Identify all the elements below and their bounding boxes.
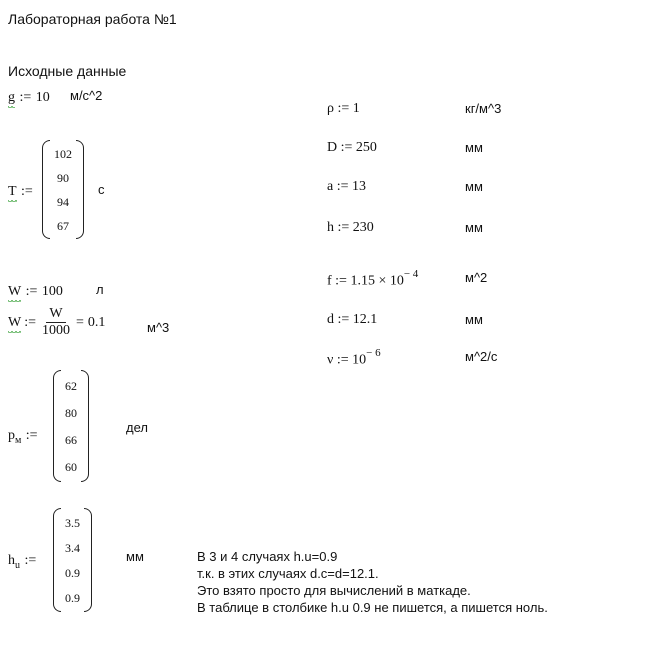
g-unit: м/с^2 <box>70 88 103 103</box>
T-unit: с <box>98 182 105 197</box>
T-matrix[interactable] <box>42 140 84 239</box>
D-unit: мм <box>465 140 483 155</box>
note-line: т.к. в этих случаях d.c=d=12.1. <box>197 566 379 581</box>
hu-value: 0.9 <box>65 590 80 605</box>
assign-op: := <box>25 428 38 443</box>
pm-value: 80 <box>65 405 77 420</box>
note-line: В 3 и 4 случаях h.u=0.9 <box>197 549 338 564</box>
W-result: 0.1 <box>87 314 106 330</box>
equals-op: = <box>76 314 84 330</box>
D-definition[interactable]: D := 250 <box>327 140 377 155</box>
section-heading: Исходные данные <box>8 63 127 79</box>
W-definition[interactable] <box>8 282 63 300</box>
assign-op: := <box>19 90 32 105</box>
W-unit: л <box>96 282 104 297</box>
hu-matrix[interactable] <box>53 508 92 612</box>
note-line: В таблице в столбике h.u 0.9 не пишется, а пишется ноль. <box>197 600 548 615</box>
rho-unit: кг/м^3 <box>465 101 502 116</box>
h-unit: мм <box>465 220 483 235</box>
document-title: Лабораторная работа №1 <box>8 11 177 27</box>
T-value: 90 <box>57 171 69 185</box>
var-pm-name: $p_м$ <box>8 428 22 446</box>
f-definition[interactable]: f := $1.15 \times 10^{- 4}$ <box>327 268 419 289</box>
pm-matrix[interactable] <box>53 370 89 482</box>
T-value: 94 <box>57 195 69 209</box>
assign-op: := <box>25 284 38 299</box>
a-definition[interactable]: a := 13 <box>327 179 366 194</box>
nu-definition[interactable]: ν := $10^{- 6}$ <box>327 347 381 368</box>
pm-unit: дел <box>126 420 148 435</box>
d-definition[interactable]: d := 12.1 <box>327 312 378 327</box>
d-unit: мм <box>465 312 483 327</box>
T-value: 102 <box>54 147 72 161</box>
f-unit: м^2 <box>465 270 488 285</box>
var-W-name: W <box>8 314 22 330</box>
T-value: 67 <box>57 219 69 233</box>
a-unit: мм <box>465 179 483 194</box>
W-fraction-numerator: W <box>46 306 65 323</box>
W-result-unit: м^3 <box>147 320 170 335</box>
nu-unit: м^2/с <box>465 349 498 364</box>
g-value: 10 <box>35 90 50 105</box>
pm-value: 66 <box>65 432 77 447</box>
assign-op: := <box>21 184 33 199</box>
hu-value: 0.9 <box>65 565 80 580</box>
var-T-name: T <box>8 184 17 199</box>
hu-value: 3.5 <box>65 515 80 530</box>
note-block <box>197 548 548 616</box>
W-conversion[interactable] <box>8 306 105 339</box>
g-definition[interactable] <box>8 88 50 106</box>
var-W-name: W <box>8 284 22 299</box>
assign-op: := <box>24 553 37 568</box>
W-value: 100 <box>41 284 63 299</box>
pm-value: 62 <box>65 378 77 393</box>
rho-definition[interactable]: ρ := 1 <box>327 101 360 116</box>
var-hu-name: $h_u$ <box>8 553 20 571</box>
pm-value: 60 <box>65 459 77 474</box>
W-fraction-denominator: 1000 <box>42 323 71 338</box>
note-line: Это взято просто для вычислений в маткаде. <box>197 583 471 598</box>
h-definition[interactable]: h := 230 <box>327 220 374 235</box>
assign-op: := <box>24 314 37 330</box>
hu-unit: мм <box>126 549 144 564</box>
hu-definition[interactable] <box>8 551 36 571</box>
pm-definition[interactable] <box>8 426 38 446</box>
var-g-name: g <box>8 90 15 105</box>
hu-value: 3.4 <box>65 540 80 555</box>
W-fraction <box>39 306 73 339</box>
T-definition[interactable] <box>8 182 33 200</box>
